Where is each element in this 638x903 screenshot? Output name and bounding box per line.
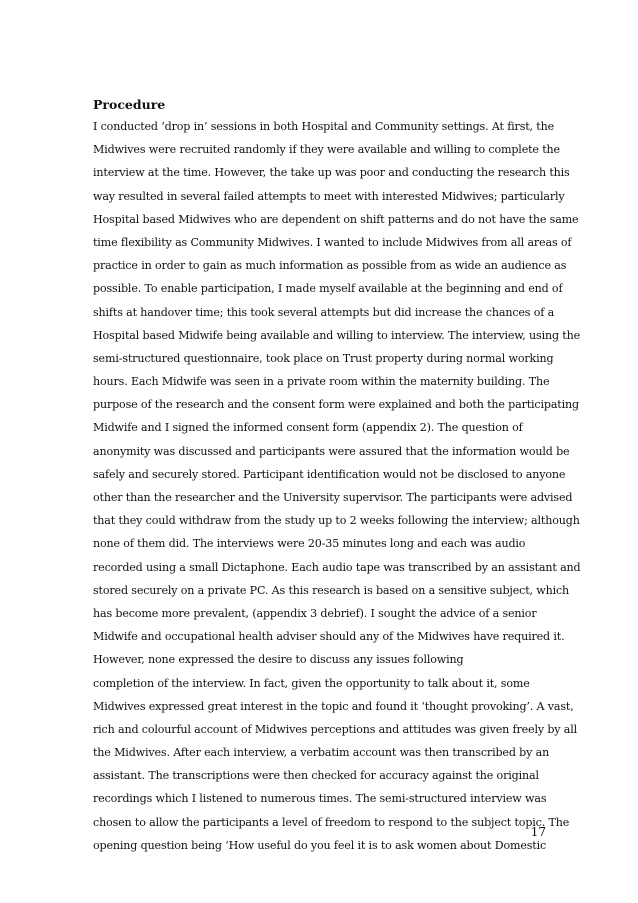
text-line: that they could withdraw from the study up to 2 weeks following the interview; although <box>93 514 580 528</box>
text-line: semi-structured questionnaire, took place on Trust property during normal working <box>93 351 554 365</box>
text-line: completion of the interview. In fact, given the opportunity to talk about it, some <box>93 676 530 690</box>
text-line: way resulted in several failed attempts to meet with interested Midwives; particularly <box>93 189 565 203</box>
text-line: opening question being ‘How useful do you feel it is to ask women about Domestic <box>93 838 547 852</box>
text-line: Midwife and I signed the informed consent form (appendix 2). The question of <box>93 421 523 435</box>
text-line: anonymity was discussed and participants were assured that the information would be <box>93 444 570 458</box>
text-line: safely and securely stored. Participant identification would not be disclosed to anyone <box>93 467 566 481</box>
text-line: recorded using a small Dictaphone. Each audio tape was transcribed by an assistant and <box>93 560 581 574</box>
page-number: 17 <box>530 825 546 839</box>
text-line: stored securely on a private PC. As this research is based on a sensitive subject, which <box>93 583 570 597</box>
text-line: Hospital based Midwives who are dependent on shift patterns and do not have the same <box>93 212 579 226</box>
text-line: none of them did. The interviews were 20-35 minutes long and each was audio <box>93 537 526 551</box>
text-line: assistant. The transcriptions were then checked for accuracy against the original <box>93 769 539 783</box>
text-line: has become more prevalent, (appendix 3 debrief). I sought the advice of a senior <box>93 606 537 620</box>
text-line: time flexibility as Community Midwives. I wanted to include Midwives from all areas of <box>93 235 572 249</box>
text-line: shifts at handover time; this took several attempts but did increase the chances of a <box>93 305 555 319</box>
text-line: rich and colourful account of Midwives perceptions and attitudes was given freely by all <box>93 722 578 736</box>
text-line: chosen to allow the participants a level of freedom to respond to the subject topic. The <box>93 815 570 829</box>
text-line: the Midwives. After each interview, a verbatim account was then transcribed by an <box>93 746 550 760</box>
text-line: practice in order to gain as much information as possible from as wide an audience as <box>93 259 567 273</box>
text-line: Midwives were recruited randomly if they were available and willing to complete the <box>93 143 560 157</box>
text-line: purpose of the research and the consent form were explained and both the participating <box>93 398 579 412</box>
text-line: Hospital based Midwife being available and willing to interview. The interview, using the <box>93 328 581 342</box>
text-line: other than the researcher and the University supervisor. The participants were advised <box>93 491 573 504</box>
text-line: possible. To enable participation, I made myself available at the beginning and end of <box>93 282 563 296</box>
text-line: Midwives expressed great interest in the topic and found it ‘thought provoking’. A vast, <box>93 699 574 713</box>
text-line: However, none expressed the desire to discuss any issues following <box>93 653 464 667</box>
text-line: interview at the time. However, the take up was poor and conducting the research this <box>93 166 570 180</box>
text-line: recordings which I listened to numerous times. The semi-structured interview was <box>93 792 547 806</box>
body-text <box>93 115 581 857</box>
text-line: Midwife and occupational health adviser should any of the Midwives have required it. <box>93 630 565 644</box>
text-line: I conducted ‘drop in’ sessions in both Hospital and Community settings. At first, the <box>93 120 555 133</box>
text-line: hours. Each Midwife was seen in a private room within the maternity building. The <box>93 375 550 389</box>
procedure-section <box>93 95 581 857</box>
section-heading: Procedure <box>93 97 166 112</box>
